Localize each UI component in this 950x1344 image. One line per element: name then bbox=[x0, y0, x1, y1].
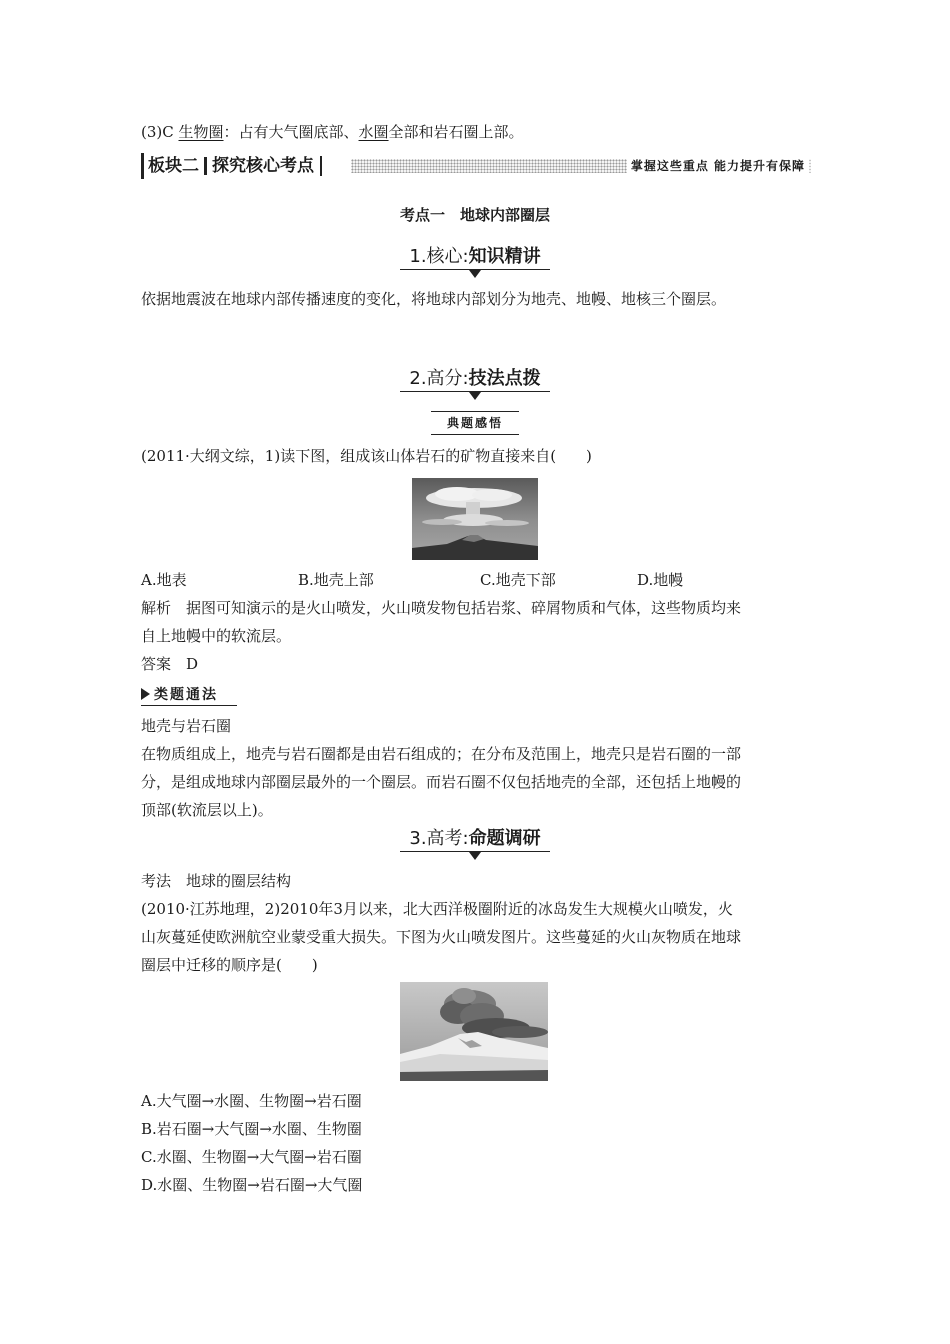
banner-down-arrow-icon bbox=[469, 270, 481, 278]
method-heading bbox=[141, 685, 237, 706]
q1-answer: 答案 D bbox=[141, 655, 199, 673]
play-arrow-icon bbox=[141, 688, 150, 700]
banner-gaokao-research bbox=[395, 827, 555, 860]
badge-example-insight: 典题感悟 bbox=[431, 411, 519, 435]
q2-stem-line-1: (2010·江苏地理，2)2010年3月以来，北大西洋极圈附近的冰岛发生大规模火山喷发，火 bbox=[141, 900, 733, 918]
banner-down-arrow-icon bbox=[469, 392, 481, 400]
section-slogan: 掌握这些重点 能力提升有保障 bbox=[627, 156, 809, 176]
q1-stem: (2011·大纲文综，1)读下图，组成该山体岩石的矿物直接来自( ) bbox=[141, 447, 592, 465]
method-line-3: 顶部(软流层以上)。 bbox=[141, 801, 273, 819]
banner-gaokao-number: 3.高考: bbox=[409, 828, 469, 849]
q1-analysis-line-1: 解析 据图可知演示的是火山喷发，火山喷发物包括岩浆、碎屑物质和气体，这些物质均来 bbox=[141, 599, 742, 617]
banner-core-label: 知识精讲 bbox=[468, 246, 541, 267]
banner-gaokao-label: 命题调研 bbox=[468, 828, 541, 849]
q1-option-a: A.地表 bbox=[141, 571, 187, 589]
volcano-eruption-photo-2 bbox=[400, 982, 548, 1081]
q2-stem-line-2: 山灰蔓延使欧洲航空业蒙受重大损失。下图为火山喷发图片。这些蔓延的火山灰物质在地球 bbox=[141, 928, 742, 946]
method-heading-label: 类题通法 bbox=[154, 687, 218, 703]
section-title-part-a: 板块二 bbox=[148, 156, 199, 176]
method-title: 地壳与岩石圈 bbox=[141, 717, 232, 735]
banner-high-label: 技法点拨 bbox=[468, 368, 541, 389]
intro-middle: ：占有大气圈底部、 bbox=[223, 123, 359, 141]
banner-core-knowledge bbox=[395, 245, 555, 278]
q2-method-line: 考法 地球的圈层结构 bbox=[141, 872, 292, 890]
intro-prefix: (3)C bbox=[141, 123, 179, 141]
q2-stem-line-3: 圈层中迁移的顺序是( ) bbox=[141, 956, 318, 974]
method-line-2: 分，是组成地球内部圈层最外的一个圈层。而岩石圈不仅包括地壳的全部，还包括上地幔的 bbox=[141, 773, 742, 791]
q1-option-d: D.地幔 bbox=[637, 571, 684, 589]
section-title bbox=[141, 153, 347, 179]
q1-analysis-line-2: 自上地幔中的软流层。 bbox=[141, 627, 292, 645]
topic-title: 考点一 地球内部圈层 bbox=[399, 206, 550, 224]
section-title-part-b: 探究核心考点 bbox=[212, 156, 314, 176]
q2-option-c: C.水圈、生物圈→大气圈→岩石圈 bbox=[141, 1148, 362, 1166]
banner-high-number: 2.高分: bbox=[409, 368, 469, 389]
section-header-bar bbox=[141, 153, 811, 179]
volcano-eruption-photo-1 bbox=[412, 478, 538, 560]
banner-down-arrow-icon bbox=[469, 852, 481, 860]
method-line-1: 在物质组成上，地壳与岩石圈都是由岩石组成的；在分布及范围上，地壳只是岩石圈的一部 bbox=[141, 745, 742, 763]
knowledge-text: 依据地震波在地球内部传播速度的变化，将地球内部划分为地壳、地幔、地核三个圈层。 bbox=[141, 290, 727, 308]
intro-term-biosphere: 生物圈 bbox=[178, 123, 224, 141]
banner-core-number: 1.核心: bbox=[409, 246, 469, 267]
q1-option-c: C.地壳下部 bbox=[480, 571, 556, 589]
q1-option-b: B.地壳上部 bbox=[298, 571, 374, 589]
banner-high-score bbox=[395, 367, 555, 400]
intro-line bbox=[141, 122, 524, 142]
q2-option-a: A.大气圈→水圈、生物圈→岩石圈 bbox=[141, 1092, 362, 1110]
q2-option-d: D.水圈、生物圈→岩石圈→大气圈 bbox=[141, 1176, 363, 1194]
intro-term-hydrosphere: 水圈 bbox=[358, 123, 389, 141]
intro-suffix: 全部和岩石圈上部。 bbox=[388, 123, 524, 141]
q2-option-b: B.岩石圈→大气圈→水圈、生物圈 bbox=[141, 1120, 362, 1138]
